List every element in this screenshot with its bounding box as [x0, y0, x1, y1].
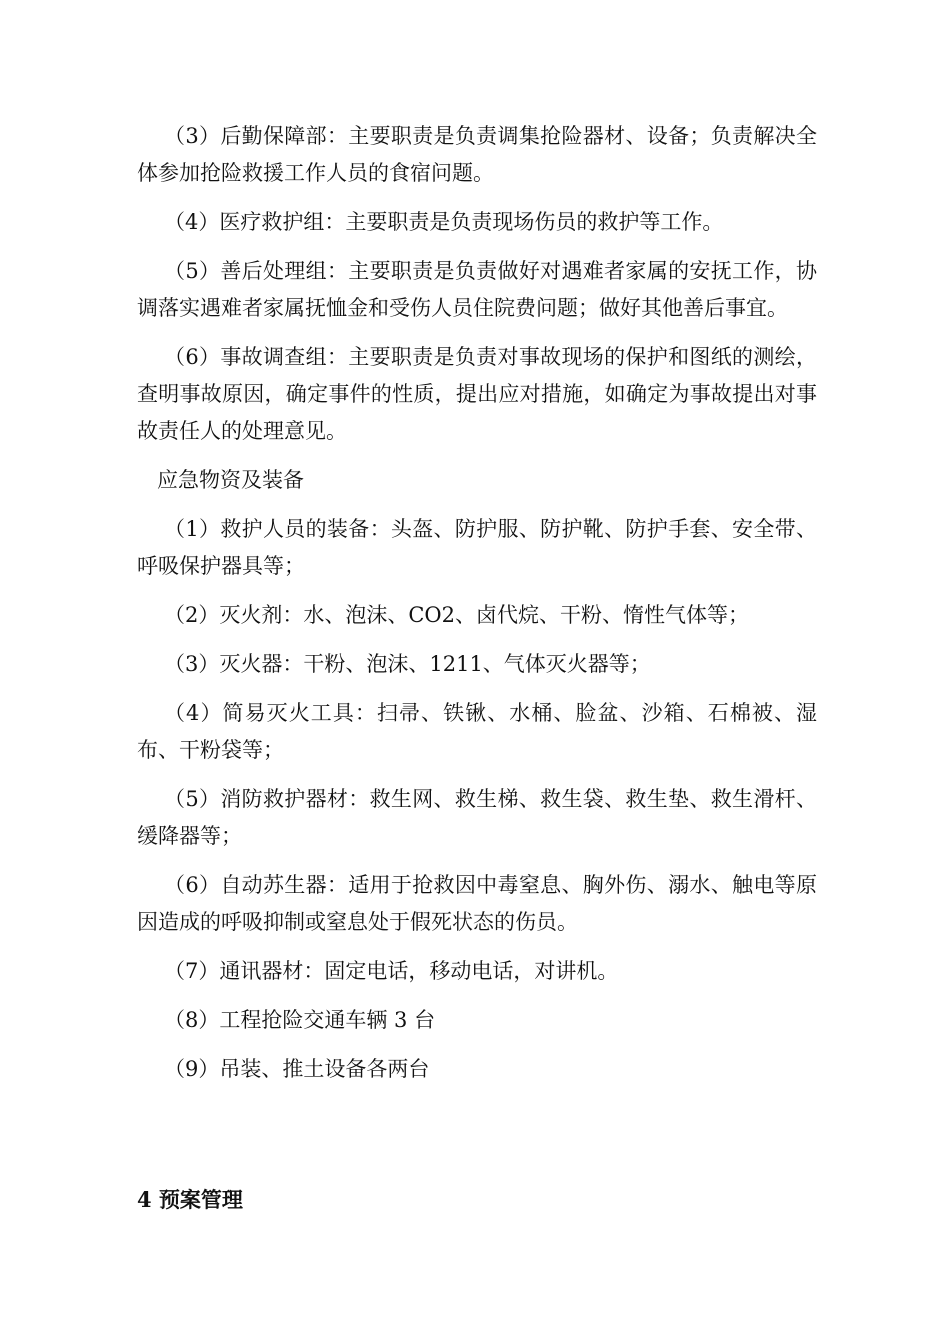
- paragraph-logistics-dept: （3）后勤保障部：主要职责是负责调集抢险器材、设备；负责解决全体参加抢险救援工作人员的食宿问题。: [137, 124, 817, 185]
- paragraph-extinguishing-agents: （2）灭火剂：水、泡沫、CO2、卤代烷、干粉、惰性气体等；: [164, 603, 750, 627]
- paragraph-rescue-equipment: （5）消防救护器材：救生网、救生梯、救生袋、救生垫、救生滑杆、缓降器等；: [137, 787, 817, 848]
- document-body: [137, 118, 817, 1100]
- paragraph-resuscitator: （6）自动苏生器：适用于抢救因中毒窒息、胸外伤、溺水、触电等原因造成的呼吸抑制或窒息处于假死状态的伤员。: [137, 873, 817, 934]
- paragraph-vehicles: （8）工程抢险交通车辆 3 台: [164, 1008, 436, 1032]
- paragraph-lifting-equipment: （9）吊装、推土设备各两台: [164, 1057, 430, 1081]
- paragraph-investigation-team: （6）事故调查组：主要职责是负责对事故现场的保护和图纸的测绘，查明事故原因，确定事件的性质，提出应对措施，如确定为事故提出对事故责任人的处理意见。: [137, 345, 817, 443]
- paragraph-rescuer-equipment: （1）救护人员的装备：头盔、防护服、防护靴、防护手套、安全带、呼吸保护器具等；: [137, 517, 817, 578]
- paragraph-extinguishers: （3）灭火器：干粉、泡沫、1211、气体灭火器等；: [164, 652, 651, 676]
- paragraph-medical-team: （4）医疗救护组：主要职责是负责现场伤员的救护等工作。: [164, 210, 724, 234]
- paragraph-aftermath-team: （5）善后处理组：主要职责是负责做好对遇难者家属的安抚工作，协调落实遇难者家属抚恤金和受伤人员住院费问题；做好其他善后事宜。: [137, 259, 817, 320]
- paragraph-communication: （7）通讯器材：固定电话，移动电话，对讲机。: [164, 959, 619, 983]
- paragraph-simple-tools: （4）简易灭火工具：扫帚、铁锹、水桶、脸盆、沙箱、石棉被、湿布、干粉袋等；: [137, 701, 817, 762]
- subheading-emergency-supplies: 应急物资及装备: [157, 468, 304, 492]
- section-heading-plan-management: 4 预案管理: [137, 1187, 243, 1212]
